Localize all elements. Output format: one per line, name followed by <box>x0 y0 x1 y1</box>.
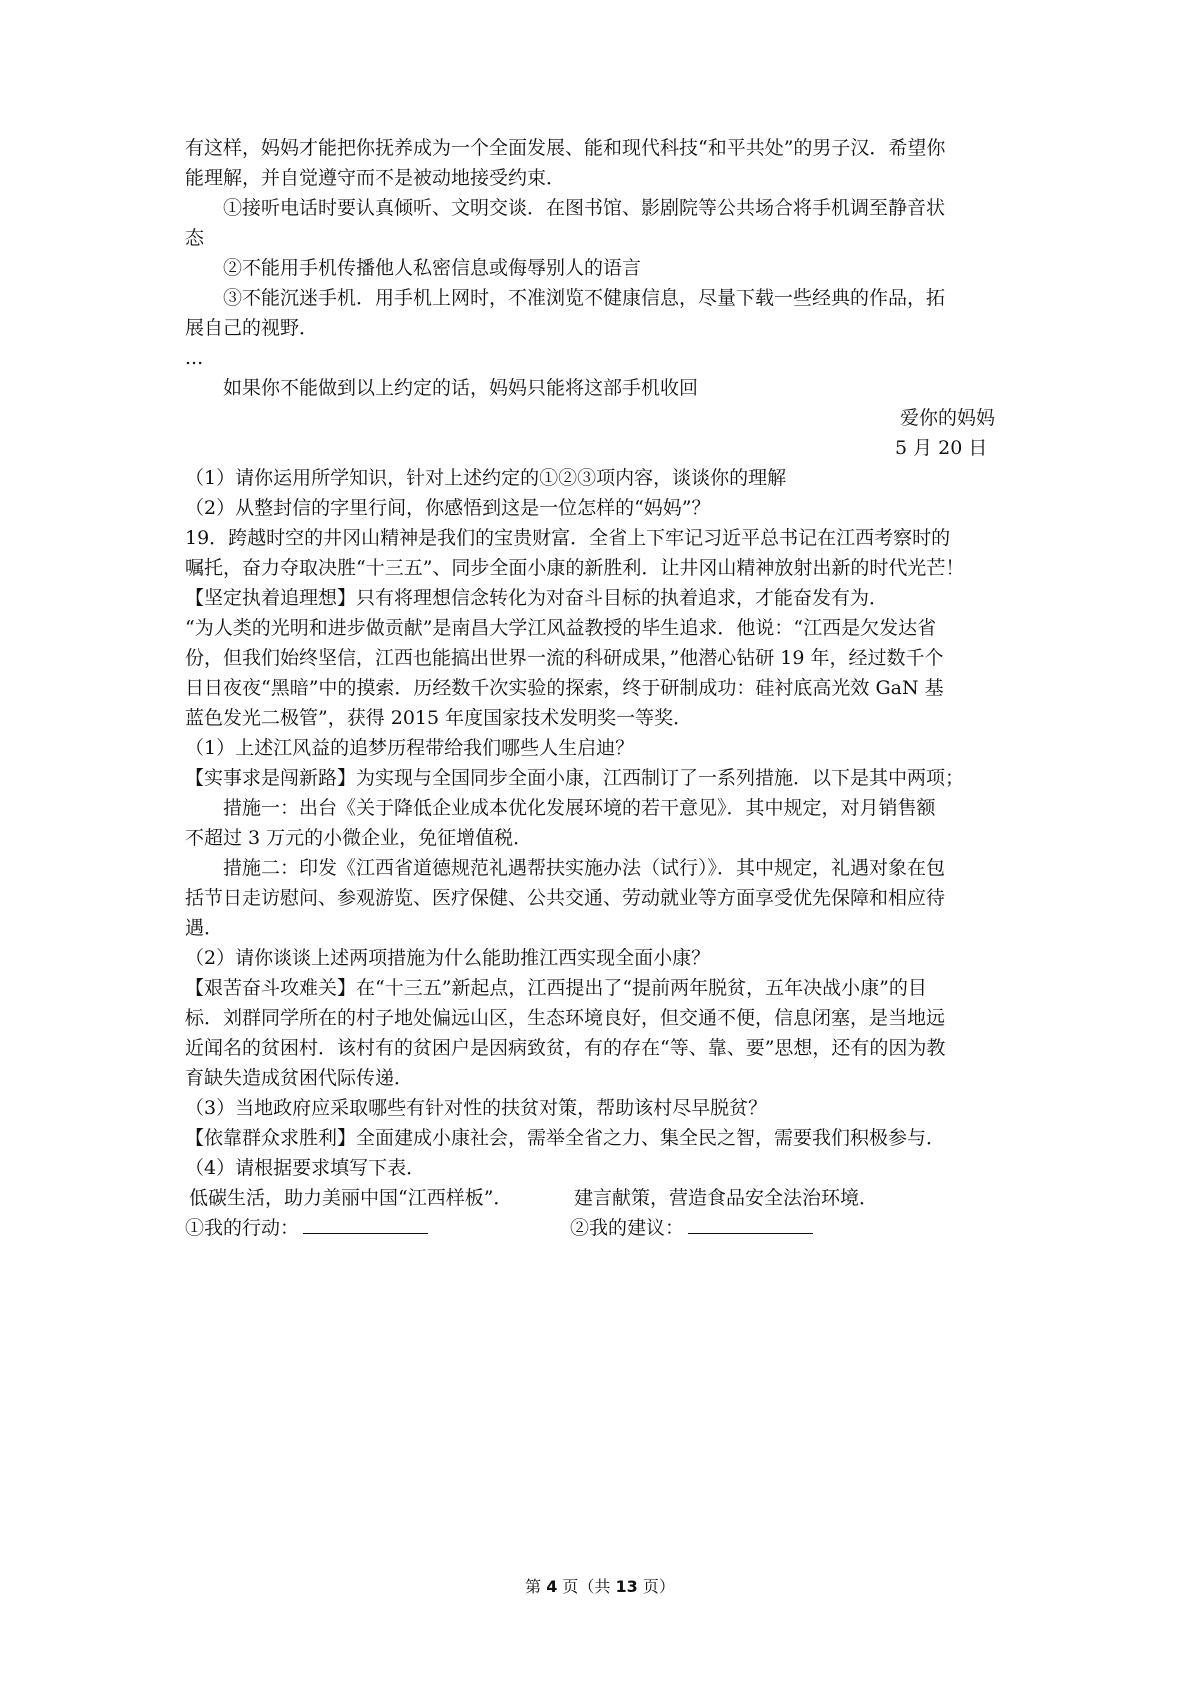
q19-line-4: “为人类的光明和进步做贡献”是南昌大学江风益教授的毕生追求．他说：“江西是欠发达省 <box>185 617 937 639</box>
q19-question-4: （4）请根据要求填写下表． <box>185 1157 426 1179</box>
suggestion-answer-blank[interactable] <box>688 1215 813 1234</box>
measure-1-line-2: 不超过 3 万元的小微企业，免征增值税． <box>185 827 533 849</box>
rule-3-line-1: ③不能沉迷手机．用手机上网时，不准浏览不健康信息，尽量下载一些经典的作品，拓 <box>223 287 946 309</box>
table-answer-row <box>185 1213 1030 1243</box>
letter-signature: 爱你的妈妈 <box>900 407 996 429</box>
page-footer <box>0 1576 1200 1598</box>
document-body <box>185 133 1030 1243</box>
q19-section-masses: 【依靠群众求胜利】全面建成小康社会，需举全省之力、集全民之智，需要我们积极参与． <box>185 1127 946 1149</box>
q19-section-ideal: 【坚定执着追理想】只有将理想信念转化为对奋斗目标的执着追求，才能奋发有为． <box>185 587 889 609</box>
footer-middle: 页（共 <box>557 1577 616 1596</box>
q19-line-5: 份，但我们始终坚信，江西也能搞出世界一流的科研成果，”他潜心钻研 19 年，经过数千个 <box>185 647 944 669</box>
footer-suffix: 页） <box>637 1577 675 1596</box>
q19-line-7: 蓝色发光二极管”，获得 2015 年度国家技术发明奖一等奖． <box>185 707 693 729</box>
table-left-heading: 低碳生活，助力美丽中国“江西样板”． <box>189 1187 513 1209</box>
action-cell <box>185 1213 570 1243</box>
letter-line-1: 有这样，妈妈才能把你抚养成为一个全面发展、能和现代科技“和平共处”的男子汉．希望你 <box>185 137 946 159</box>
q19-question-3: （3）当地政府应采取哪些有针对性的扶贫对策，帮助该村尽早脱贫？ <box>185 1097 768 1119</box>
footer-total-pages: 13 <box>615 1577 638 1596</box>
measure-2-line-1: 措施二：印发《江西省道德规范礼遇帮扶实施办法（试行）》．其中规定，礼遇对象在包 <box>223 857 946 879</box>
measure-2-line-2: 括节日走访慰问、参观游览、医疗保健、公共交通、劳动就业等方面享受优先保障和相应待 <box>185 887 946 909</box>
measure-1-line-1: 措施一：出台《关于降低企业成本优化发展环境的若干意见》．其中规定，对月销售额 <box>223 797 936 819</box>
q19-line-1: 19．跨越时空的井冈山精神是我们的宝贵财富．全省上下牢记习近平总书记在江西考察时的 <box>185 527 951 549</box>
action-label: ①我的行动： <box>185 1217 300 1239</box>
q19-section-hardwork: 【艰苦奋斗攻难关】在“十三五”新起点，江西提出了“提前两年脱贫，五年决战小康”的目 <box>185 977 927 999</box>
q19-line-18: 近闻名的贫困村．该村有的贫困户是因病致贫，有的存在“等、靠、要”思想，还有的因为教 <box>185 1037 946 1059</box>
q19-section-realistic: 【实事求是闯新路】为实现与全国同步全面小康，江西制订了一系列措施．以下是其中两项； <box>185 767 965 789</box>
question-18-1: （1）请你运用所学知识，针对上述约定的①②③项内容，谈谈你的理解 <box>185 467 787 489</box>
q19-line-17: 标．刘群同学所在的村子地处偏远山区，生态环境良好，但交通不便，信息闭塞，是当地远 <box>185 1007 946 1029</box>
rule-1-line-1: ①接听电话时要认真倾听、文明交谈．在图书馆、影剧院等公共场合将手机调至静音状 <box>223 197 946 219</box>
letter-closing: 如果你不能做到以上约定的话，妈妈只能将这部手机收回 <box>223 377 699 399</box>
q19-line-6: 日日夜夜“黑暗”中的摸索．历经数千次实验的探索，终于研制成功：硅衬底高光效 GaN 基 <box>185 677 944 699</box>
footer-prefix: 第 <box>525 1577 547 1596</box>
rule-3-line-2: 展自己的视野． <box>185 317 319 339</box>
letter-date: 5 月 20 日 <box>895 437 988 459</box>
action-answer-blank[interactable] <box>303 1215 428 1234</box>
table-right-heading: 建言献策，营造食品安全法治环境． <box>574 1187 879 1209</box>
letter-line-2: 能理解，并自觉遵守而不是被动地接受约束． <box>185 167 566 189</box>
suggestion-label: ②我的建议： <box>570 1217 685 1239</box>
table-header-row <box>185 1183 1030 1213</box>
rule-1-line-2: 态 <box>185 227 205 249</box>
ellipsis: ... <box>185 347 204 369</box>
q19-question-2: （2）请你谈谈上述两项措施为什么能助推江西实现全面小康？ <box>185 947 711 969</box>
measure-2-line-3: 遇． <box>185 917 224 939</box>
suggestion-cell <box>570 1213 813 1243</box>
q19-question-1: （1）上述江风益的追梦历程带给我们哪些人生启迪？ <box>185 737 635 759</box>
rule-2: ②不能用手机传播他人私密信息或侮辱别人的语言 <box>223 257 642 279</box>
q19-line-2: 嘱托，奋力夺取决胜“十三五”、同步全面小康的新胜利．让井冈山精神放射出新的时代光芒！ <box>185 557 965 579</box>
footer-page-number: 4 <box>546 1577 558 1596</box>
question-18-2: （2）从整封信的字里行间，你感悟到这是一位怎样的“妈妈”？ <box>185 497 711 519</box>
q19-line-19: 育缺失造成贫困代际传递． <box>185 1067 414 1089</box>
